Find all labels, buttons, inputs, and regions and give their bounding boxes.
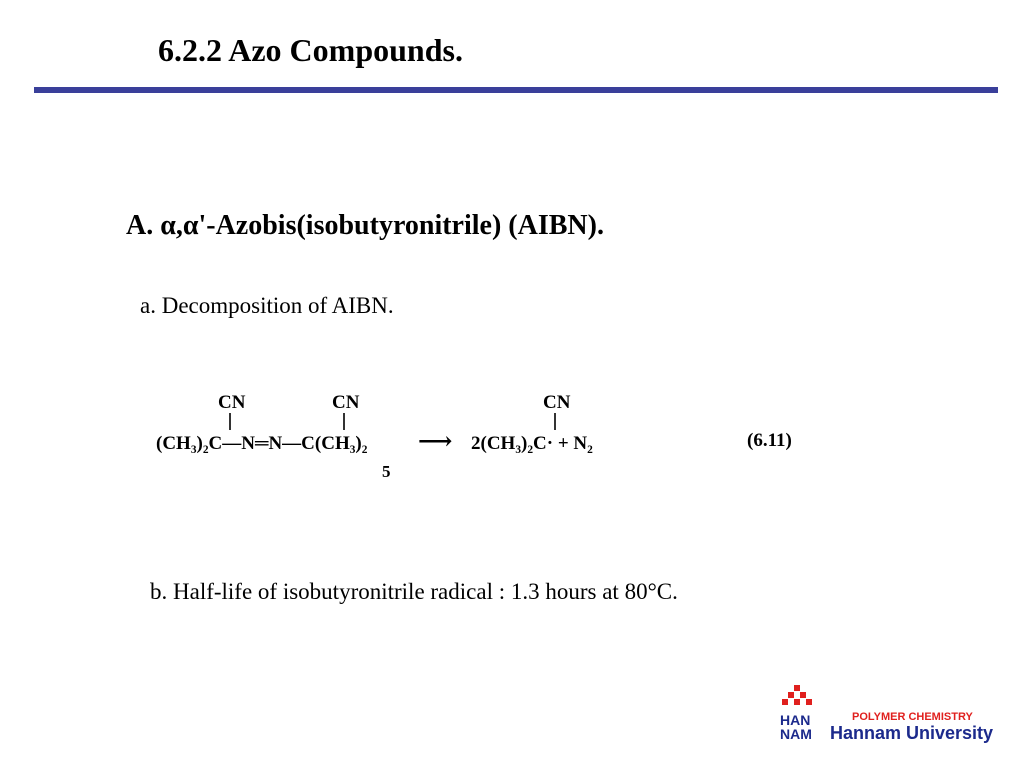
emblem-icon: [782, 685, 812, 705]
cn-label-left: CN: [218, 392, 246, 413]
item-decomposition: a. Decomposition of AIBN.: [140, 293, 394, 318]
cn-label-product: CN: [543, 392, 571, 413]
logo-nam: NAM: [780, 726, 812, 742]
decomposition-equation: [150, 388, 810, 480]
title-divider: [34, 87, 998, 93]
reactant-formula: (CH₃)₂C—N═N—C(CH₃)₂: [156, 433, 368, 454]
logo-university: Hannam University: [830, 723, 994, 743]
slide-title: 6.2.2 Azo Compounds.: [158, 32, 463, 68]
logo-han: HAN: [780, 712, 811, 728]
compound-number: 5: [382, 462, 391, 480]
hannam-university-logo: [778, 683, 1008, 743]
equation-number: (6.11): [747, 430, 792, 451]
product-formula: 2(CH₃)₂C· + N₂: [471, 433, 593, 454]
cn-label-middle: CN: [332, 392, 360, 413]
item-half-life: b. Half-life of isobutyronitrile radical : 1.3 hours at 80°C.: [150, 579, 678, 604]
section-heading: A. α,α'-Azobis(isobutyronitrile) (AIBN).: [126, 210, 604, 241]
logo-tagline: POLYMER CHEMISTRY: [852, 711, 973, 723]
reaction-arrow: ⟶: [418, 429, 453, 455]
